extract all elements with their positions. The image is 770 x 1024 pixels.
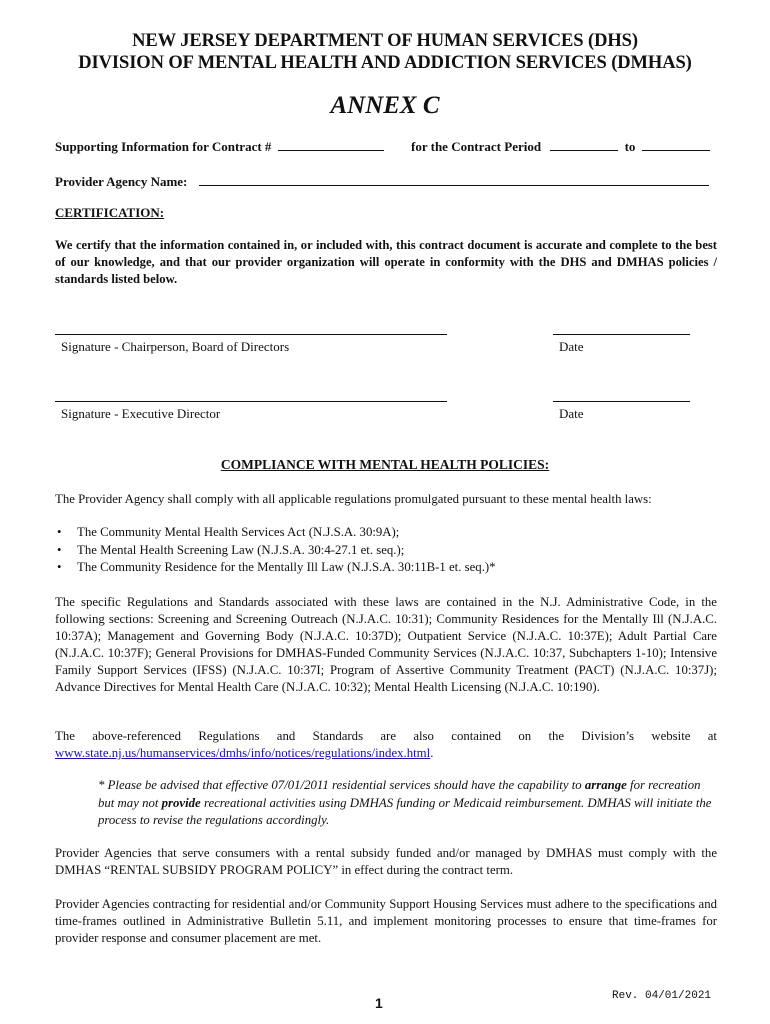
chair-date-line[interactable] [553,334,690,335]
chair-signature-line[interactable] [55,334,447,335]
note-emphasis-arrange: arrange [584,778,627,792]
website-paragraph: The above-referenced Regulations and Standards are also contained on the Division’s website at www.state.nj.us/humanservices/dmhs/info/notices/regulations/index.html. [55,729,717,760]
housing-paragraph: Provider Agencies contracting for residential and/or Community Support Housing Services must adhere to the specifications and time-frames outlined in Administrative Bulletin 5.11, and implement monitoring processes to ensure that time-frames for provider response and consumer placement are met. [55,897,717,945]
chair-signature-label: Signature - Chairperson, Board of Directors [61,339,290,354]
contract-period-label: for the Contract Period [411,139,542,154]
bullet-icon: • [57,560,62,574]
revision-date: Rev. 04/01/2021 [612,990,712,1002]
certification-heading: CERTIFICATION: [55,205,165,220]
compliance-intro: The Provider Agency shall comply with all applicable regulations promulgated pursuant to these mental health laws: [55,492,652,506]
laws-list [55,524,496,577]
provider-name-label: Provider Agency Name: [55,174,188,189]
period-to-label: to [624,139,636,154]
contract-number-row [55,136,384,155]
list-item: • The Community Mental Health Services Act (N.J.S.A. 30:9A); [55,524,496,542]
annex-title: ANNEX C [330,92,440,119]
page-number: 1 [375,995,383,1011]
exec-date-label: Date [559,406,584,421]
list-item: • The Community Residence for the Mentally Ill Law (N.J.S.A. 30:11B-1 et. seq.)* [55,559,496,577]
contract-number-field[interactable] [278,136,384,151]
regulations-paragraph: The specific Regulations and Standards associated with these laws are contained in the N.J. Administrative Code, in the following sections: Screening and Screening Outreach (N.J.A.C. 10:31); Community Residences for the Mentally Ill (N.J.A.C. 10:37A); Management and Governing Body (N.J.A.C. 10:37D); Outpatient Service (N.J.A.C. 10:37E); Adult Partial Care (N.J.A.C. 10:37F); General Provisions for DMHAS-Funded Community Services (N.J.A.C. 10:37, Subchapters 1-10); Intensive Family Support Services (IFSS) (N.J.A.C. 10:37I; Program of Assertive Community Treatment (PACT) (N.J.A.C. 10:37J); Advance Directives for Mental Health Care (N.J.A.C. 10:32); Mental Health Licensing (N.J.A.C. 10:190). [55,595,717,694]
website-text: The above-referenced Regulations and Standards are also contained on the Division’s website at [55,729,717,743]
division-heading: DIVISION OF MENTAL HEALTH AND ADDICTION SERVICES (DMHAS) [78,53,692,73]
residential-note: * Please be advised that effective 07/01/2011 residential services should have the capability to arrange for recreation but may not provide recreational activities using DMHAS funding or Medicaid reimbursement. DMHAS will initiate the process to revise the regulations accordingly. [98,778,712,827]
compliance-heading: COMPLIANCE WITH MENTAL HEALTH POLICIES: [220,457,550,472]
exec-signature-line[interactable] [55,401,447,402]
period-end-field[interactable] [642,136,710,151]
exec-date-line[interactable] [553,401,690,402]
exec-signature-label: Signature - Executive Director [61,406,221,421]
provider-row [55,171,709,190]
contract-period-row [411,136,710,155]
department-heading: NEW JERSEY DEPARTMENT OF HUMAN SERVICES (DHS) [132,31,638,51]
chair-date-label: Date [559,339,584,354]
bullet-icon: • [57,542,62,557]
note-emphasis-provide: provide [161,795,201,810]
contract-number-label: Supporting Information for Contract # [55,139,272,154]
rental-subsidy-paragraph: Provider Agencies that serve consumers with a rental subsidy funded and/or managed by DMHAS must comply with the DMHAS “RENTAL SUBSIDY PROGRAM POLICY” in effect during the contract term. [55,846,717,877]
regulations-link[interactable]: www.state.nj.us/humanservices/dmhs/info/notices/regulations/index.html [55,746,431,760]
certification-text: We certify that the information contained in, or included with, this contract document is accurate and complete to the best of our knowledge, and that our provider organization will operate in conformity with the DHS and DMHAS policies / standards listed below. [55,238,717,286]
provider-name-field[interactable] [199,171,709,186]
period-start-field[interactable] [550,136,618,151]
list-item: • The Mental Health Screening Law (N.J.S.A. 30:4-27.1 et. seq.); [55,542,496,560]
bullet-icon: • [57,525,62,539]
